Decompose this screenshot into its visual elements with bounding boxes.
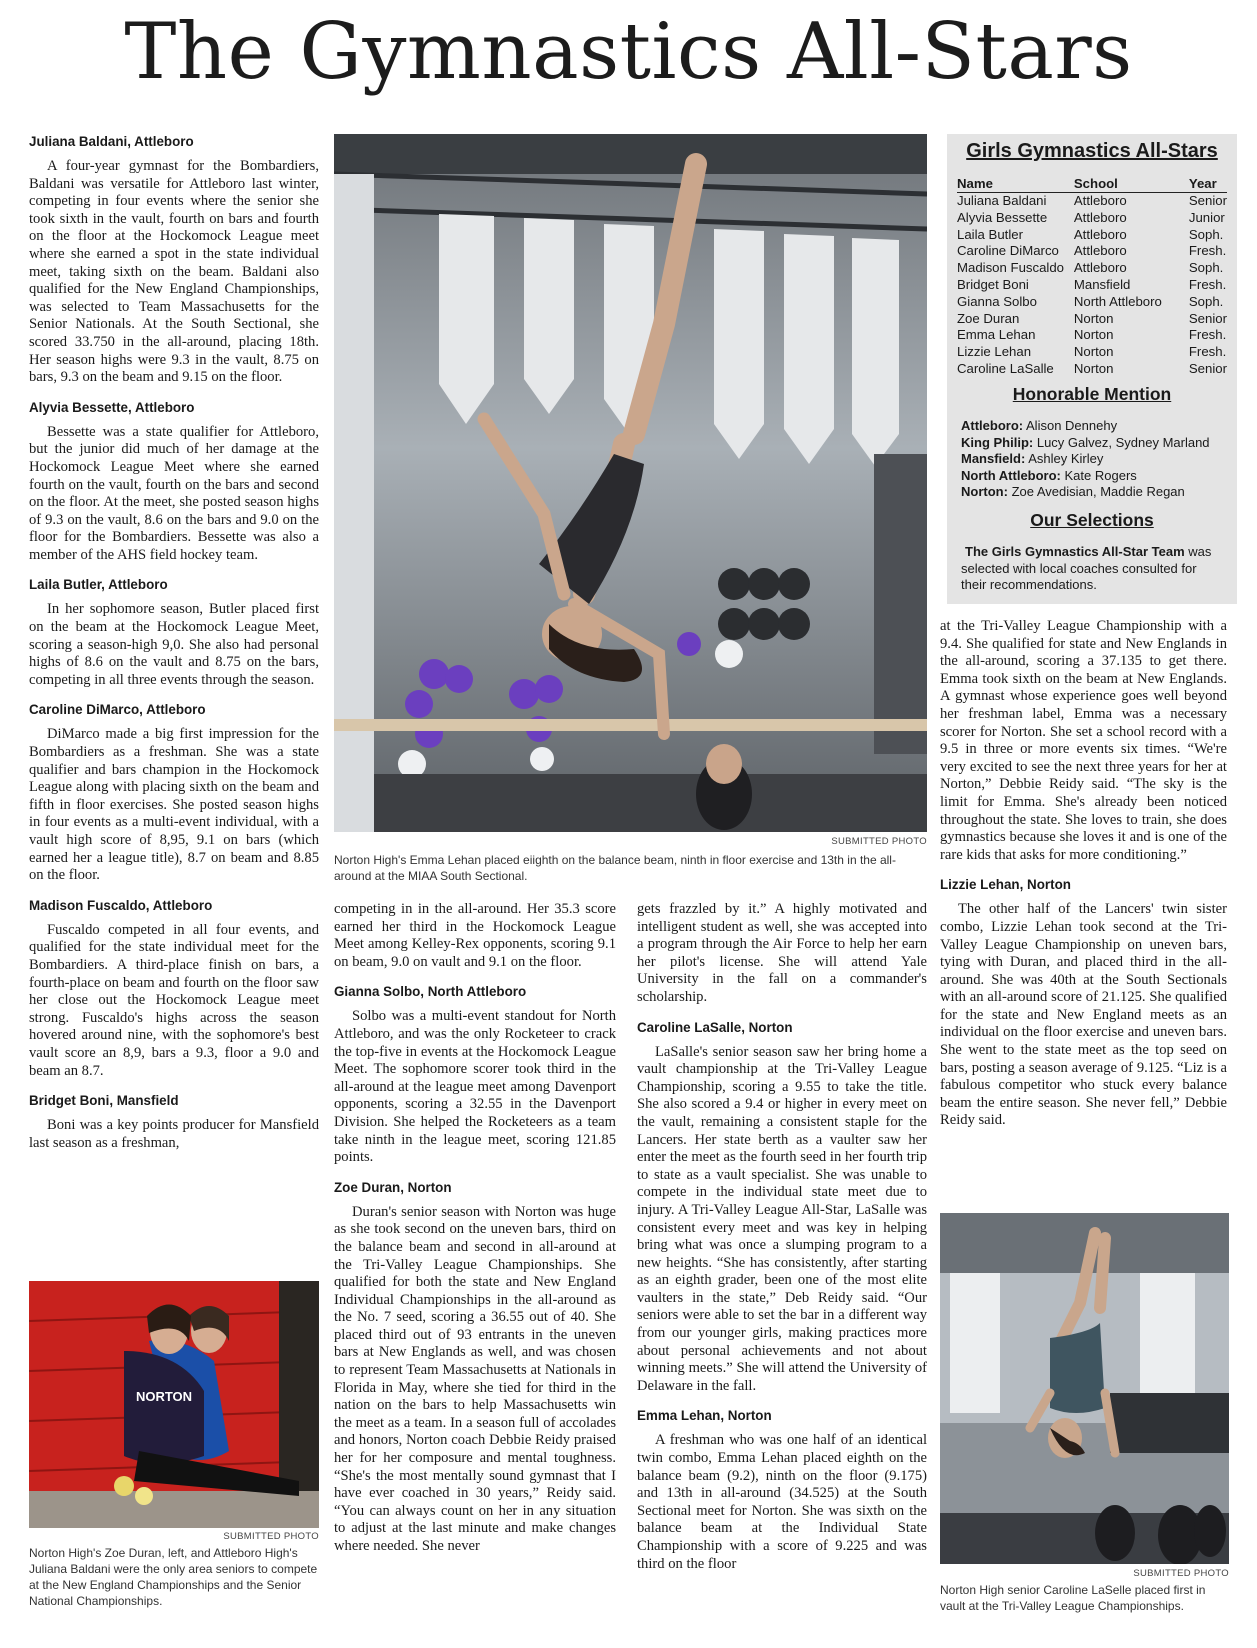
hm-item — [961, 468, 1231, 485]
athlete-paragraph: A freshman who was one half of an identical twin combo, Emma Lehan placed eighth on the balance beam (9.2), ninth on the floor (9.175) and 13th in all-around (34.525) at the South Sectional meet for Norton. She was sixth on the balance beam at the Individual State Championship with a score of 9.225 and was third on the floor — [637, 1432, 927, 1572]
table-header: Year — [1189, 176, 1227, 193]
table-cell: Bridget Boni — [957, 276, 1029, 292]
table-row — [957, 227, 1227, 244]
table-row — [957, 361, 1227, 378]
table-cell: North Attleboro — [1073, 293, 1162, 309]
athlete-paragraph: competing in in the all-around. Her 35.3 score earned her third in the Hockomock League Meet among Kelley-Rex opponents, scoring 9.1 on beam, 9.0 on vault and 9.1 on the floor. — [334, 901, 616, 970]
athlete-paragraph: Duran's senior season with Norton was huge as she took second on the uneven bars, third on the balance beam and second in all-around at the Tri-Valley League Championships. She qualified for both the state and New England Individual Championships in the all-around as the No. 7 seed, scoring a 36.55 out of 40. She placed third out of 93 entrants in the uneven bars at New Englands as well, and was chosen to represent Team Massachusetts at Nationals in Florida in May, where she tied for third in the nation on the bars to help Massachusetts win the meet as a team. In a season full of accolades and honors, Norton coach Debbie Reidy praised her for her composure and mental toughness. “She's the most mentally sound gymnast that I have ever coached in 30 years,” Reidy said. “You can always count on her in any situation to adjust at the last minute and make changes where needed. She never — [334, 1203, 616, 1554]
athlete-heading: Alyvia Bessette, Attleboro — [29, 399, 195, 415]
athlete-paragraph: Fuscaldo competed in all four events, and qualified for the state individual meet for the Bombardiers. A third-place finish on bars, a fourth-place on beam and fourth on the floor saw her close out the Hockomock League meet strong. Fuscaldo's highs across the season hovered around nine, with the sophomore's best vault score an 8,9, bars a 9.3, floor a 9.0 and beam an 8.7. — [29, 921, 319, 1079]
table-header-row — [957, 176, 1227, 193]
table-cell: Caroline DiMarco — [957, 243, 1059, 259]
athlete-heading: Juliana Baldani, Attleboro — [29, 134, 194, 149]
photo-caption: Norton High's Zoe Duran, left, and Attleboro High's Juliana Baldani were the only area seniors to compete at the New England Championships and the Senior National Championships. — [29, 1546, 318, 1608]
table-cell: Gianna Solbo — [957, 293, 1037, 309]
athlete-heading: Bridget Boni, Mansfield — [29, 1093, 179, 1109]
table-row — [957, 344, 1227, 361]
hm-item — [961, 484, 1231, 501]
duran-baldani-photo — [29, 1281, 319, 1528]
photo-credit: SUBMITTED PHOTO — [1133, 1568, 1229, 1579]
table-cell: Soph. — [1188, 260, 1224, 276]
hm-names: Alison Dennehy — [1026, 418, 1118, 433]
table-cell: Alyvia Bessette — [957, 209, 1048, 225]
hm-names: Lucy Galvez, Sydney Marland — [1036, 434, 1210, 450]
article-column-3 — [637, 901, 927, 1573]
table-cell: Norton — [1073, 344, 1114, 360]
hm-names: Kate Rogers — [1064, 467, 1137, 483]
table-cell: Soph. — [1188, 293, 1224, 309]
table-header: School — [1074, 176, 1189, 193]
honorable-mention-list — [961, 418, 1231, 501]
hm-names: Ashley Kirley — [1028, 451, 1104, 466]
athlete-paragraph: A four-year gymnast for the Bombardiers, Baldani was versatile for Attleboro last winter, competing in four events where the senior she took sixth in the vault, fourth on bars and fourth on the floor at the Hockomock League meet where she earned a spot in the state individual meet, taking sixth on the beam. Baldani also qualified for the New England Championships, was selected to Team Massachusetts for the Senior Nationals. At the South Sectional, she scored 33.750 in the all-around, placing 18th. Her season highs were 9.3 in the vault, 8.75 on bars, 9.3 on the beam and 9.15 on the floor. — [29, 158, 319, 386]
table-cell: Lizzie Lehan — [957, 344, 1032, 360]
athlete-heading: Zoe Duran, Norton — [334, 1179, 452, 1195]
table-row — [957, 260, 1227, 277]
athlete-paragraph: gets frazzled by it.” A highly motivated and intelligent student as well, she was accepted into a program through the Air Force to help her earn her pilot's license. She will attend Yale University in the fall on a commander's scholarship. — [637, 901, 927, 1005]
table-cell: Fresh. — [1188, 243, 1227, 259]
our-selections-text — [961, 544, 1223, 594]
hm-item — [961, 435, 1231, 452]
table-cell: Attleboro — [1073, 260, 1127, 276]
table-cell: Juliana Baldani — [957, 193, 1047, 208]
table-cell: Norton — [1073, 360, 1114, 376]
athlete-paragraph: Boni was a key points producer for Mansfield last season as a freshman, — [29, 1117, 319, 1151]
table-cell: Attleboro — [1073, 243, 1127, 259]
sweatshirt-text: NORTON — [135, 1389, 193, 1404]
table-cell: Attleboro — [1073, 193, 1127, 208]
article-column-2 — [334, 901, 616, 1556]
table-cell: Fresh. — [1188, 327, 1227, 343]
athlete-paragraph: at the Tri-Valley League Championship with a 9.4. She qualified for state and New Englands in the all-around, scoring a 37.135 to get there. Emma took sixth on the beam at New Englands. A gymnast whose experience goes well beyond her freshman label, Emma was a necessary scorer for Norton. She set a school record with a 9.5 in three or more events six times. “We're very excited to see the next three years for her at Norton,” Debbie Reidy said. “The sky is the limit for Emma. She's already been noticed throughout the state. She loves to train, she does gymnastics because she loves it and is one of the rare kids that asks for more conditioning.” — [940, 618, 1227, 863]
table-cell: Norton — [1073, 310, 1114, 326]
selections-body: was selected with local coaches consulted for their recommendations. — [961, 544, 1212, 592]
table-cell: Laila Butler — [957, 226, 1023, 242]
table-cell: Attleboro — [1073, 226, 1127, 242]
table-cell: Fresh. — [1188, 276, 1227, 292]
photo-credit: SUBMITTED PHOTO — [223, 1531, 319, 1542]
table-cell: Senior — [1188, 193, 1227, 208]
table-cell: Senior — [1188, 360, 1227, 376]
table-row — [957, 193, 1227, 210]
athlete-heading: Lizzie Lehan, Norton — [940, 877, 1071, 893]
athlete-heading: Laila Butler, Attleboro — [29, 577, 168, 593]
athlete-paragraph: Bessette was a state qualifier for Attleboro, but the junior did much of her damage at the Hockomock League Meet where she earned fourth on the vault, fourth on the bars and second on the floor. At the meet, she posted season highs of 9.3 on the vault, 8.6 on the bars and 9.0 on the floor for the Bombardiers. Bessette was also a member of the AHS field hockey team. — [29, 423, 319, 563]
athlete-heading: Madison Fuscaldo, Attleboro — [29, 897, 213, 913]
table-row — [957, 294, 1227, 311]
athlete-paragraph: The other half of the Lancers' twin sister combo, Lizzie Lehan took second at the Tri-Valley League Championship on uneven bars, tying with Duran, and placed third in the all-around. She was 40th at the South Sectionals with an all-around score of 21.125. She qualified for the state and New England meets as an individual on the floor exercise and uneven bars. She went to the state meet as the top seed on bars, posting a season average of 9.125. “Liz is a fabulous competitor who stuck every balance beam the entire season. She never fell,” Debbie Reidy said. — [940, 901, 1227, 1129]
hm-school: Attleboro: — [961, 418, 1024, 433]
table-row — [957, 327, 1227, 344]
athlete-paragraph: In her sophomore season, Butler placed first on the beam at the Hockomock League Meet, scoring a season-high 9,0. She also had personal highs of 8.6 on the vault and 8.75 on the bars, competing in all three events through the season. — [29, 601, 319, 688]
honorable-mention-title: Honorable Mention — [1012, 384, 1172, 404]
table-row — [957, 243, 1227, 260]
athlete-paragraph: Solbo was a multi-event standout for North Attleboro, and was the only Rocketeer to crack the top-five in events at the Hockomock League Meet. The sophomore scorer took third in the all-around at the league meet among Davenport opponents, scoring a 32.55 in the Davenport Division. She helped the Rocketeers as a team take ninth in the league meet, scoring 121.85 points. — [334, 1008, 616, 1166]
athlete-heading: Caroline LaSalle, Norton — [637, 1019, 793, 1035]
selections-bold: The Girls Gymnastics All-Star Team — [965, 544, 1185, 559]
table-cell: Caroline LaSalle — [957, 360, 1054, 376]
hm-item — [961, 451, 1231, 468]
hm-item — [961, 418, 1231, 435]
table-header: Name — [957, 176, 1074, 193]
page-headline: The Gymnastics All-Stars — [124, 7, 1133, 97]
table-cell: Attleboro — [1073, 209, 1127, 225]
all-stars-table — [957, 176, 1227, 378]
photo-caption: Norton High's Emma Lehan placed eiighth on the balance beam, ninth in floor exercise and 13th in the all-around at the MIAA South Sectional. — [334, 853, 896, 883]
table-cell: Fresh. — [1188, 344, 1227, 360]
hm-school: Norton: — [961, 484, 1008, 499]
table-row — [957, 210, 1227, 227]
table-cell: Zoe Duran — [957, 310, 1020, 326]
hm-school: North Attleboro: — [961, 467, 1061, 483]
hm-school: King Philip: — [961, 434, 1034, 450]
sidebar-title: Girls Gymnastics All-Stars — [966, 140, 1218, 162]
table-row — [957, 311, 1227, 328]
table-cell: Soph. — [1188, 226, 1224, 242]
table-cell: Junior — [1188, 209, 1225, 225]
our-selections-title: Our Selections — [1030, 510, 1154, 530]
hm-names: Zoe Avedisian, Maddie Regan — [1011, 484, 1185, 499]
table-cell: Norton — [1073, 327, 1114, 343]
hm-school: Mansfield: — [961, 451, 1026, 466]
athlete-heading: Gianna Solbo, North Attleboro — [334, 984, 527, 1000]
main-photo — [334, 134, 927, 832]
article-column-1 — [29, 134, 319, 1152]
photo-caption: Norton High senior Caroline LaSelle placed first in vault at the Tri-Valley League Championships. — [940, 1583, 1206, 1613]
athlete-heading: Caroline DiMarco, Attleboro — [29, 702, 206, 718]
athlete-paragraph: DiMarco made a big first impression for the Bombardiers as a freshman. She was a state qualifier and bars champion in the Hockomock League along with placing sixth on the beam and fifth in floor exercises. She posted season highs in four events as a multi-event individual, with a vault high score of 8,95, 9.1 on bars (which earned her a league title), 8.7 on beam and 8.85 on the floor. — [29, 726, 319, 884]
table-cell: Senior — [1188, 310, 1227, 326]
table-cell: Emma Lehan — [957, 327, 1036, 343]
vault-photo — [940, 1213, 1229, 1564]
photo-credit: SUBMITTED PHOTO — [831, 836, 927, 847]
all-stars-sidebar — [947, 134, 1237, 604]
table-cell: Madison Fuscaldo — [957, 260, 1065, 276]
athlete-paragraph: LaSalle's senior season saw her bring home a vault championship at the Tri-Valley League Championship, scoring a 9.55 to take the title. She also scored a 9.4 or higher in every meet on the vault, remaining a consistent staple for the Lancers. Her state berth as a vaulter saw her enter the meet as the fourth seed in her fourth trip to state as a vault specialist. She was unable to compete in the individual state meet due to injury. A Tri-Valley League All-Star, LaSalle was consistent every meet and was key in helping bring what was once a slumping program to a new heights. “She has consistently, after starting as an eighth grader, been one of the most elite vaulters in the state,” Deb Reidy said. “Our seniors were able to set the bar in a different way from our younger girls, making practices more about personal achievements and not about winning meets.” She will attend the University of Delaware in the fall. — [637, 1043, 927, 1394]
table-row — [957, 277, 1227, 294]
athlete-heading: Emma Lehan, Norton — [637, 1408, 772, 1424]
table-cell: Mansfield — [1073, 276, 1131, 292]
article-column-4 — [940, 618, 1227, 1130]
